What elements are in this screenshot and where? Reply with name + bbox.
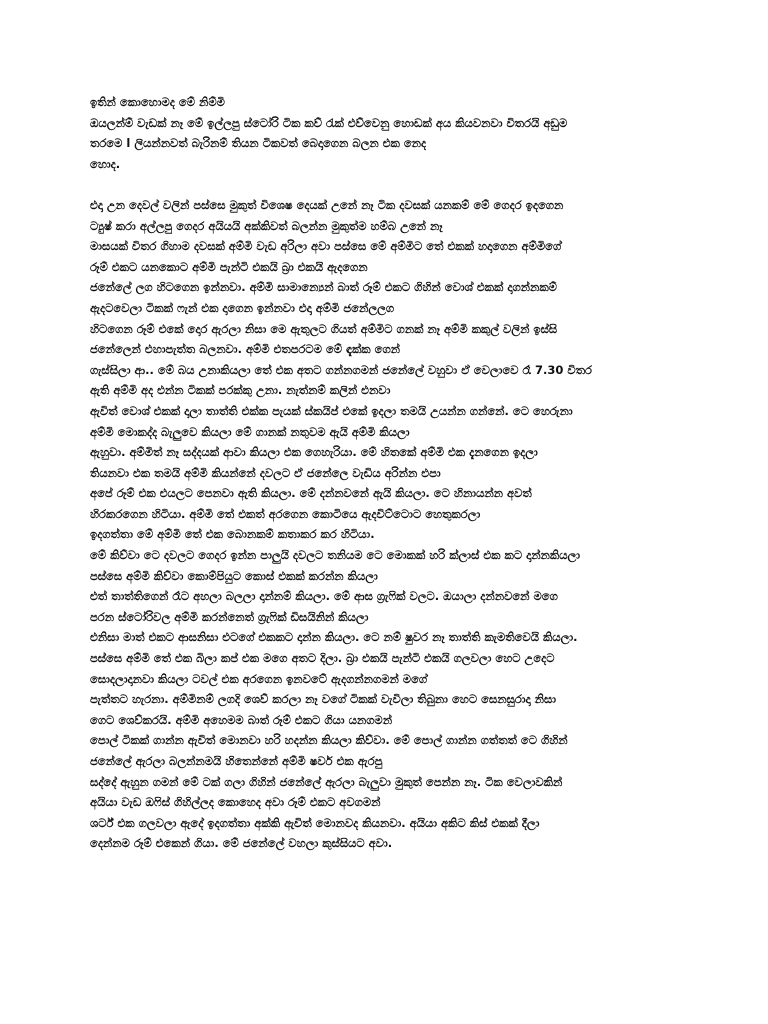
text-line: ඉදගත්තා මේ අම්මි තේ එක බොනකම් කතාකර කර හිටියා. <box>90 527 375 542</box>
text-line: දෙන්නම රූම් එකෙන් ගියා. මේ ජනේලේ වහලා කුස්සියට අවා. <box>90 836 393 851</box>
text-line: ජනේලේ ලග හිටගෙන ඉන්නවා. අම්මි සාමාන්‍යෙන් බාත් රූම් එකට ගිහින් වොශ් එකක් දාගන්නකම් <box>90 280 557 295</box>
text-line: ගෙට ශෙව්කරයි. අම්මි අහෙමම බාත් රූම් එකට ගියා යනගමන් <box>90 712 393 727</box>
text-line: හිටගෙන රූම් එකේ දොර ඇරලා නිසා මෙ ඇතුලට ගියත් අම්මිට ගනක් නෑ අම්මි කකුල් වලින් ඉස්සි <box>90 321 558 336</box>
text-line: අයියා වැඩ ඔෆිස් ගිහිල්ලද කොහෙද අවා රූම් එකට අවගමන් <box>90 795 381 810</box>
text-line: පරන ස්ටෝරිවල අම්මි කරන්නෙත් ග්‍රැෆික් ඩිසයිනින් කියලා <box>90 609 369 624</box>
text-line: මේ කිව්වා ටෙ දවලට ගෙදර ඉන්න පාලුයි දවලට තනියම ටෙ මොකක් හරි ක්ලාස් එක කට දාන්නකියලා <box>90 548 581 563</box>
text-line: සද්දේ ඇහුන ගමන් මේ ටක් ගලා ගිහින් ජනේලේ ඇරලා බැලුවා මුකුත් පෙන්න නෑ. ටික වෙලාවකින් <box>90 774 563 789</box>
text-line: පැත්තට හැරනා. අම්මිනම් ලගදි ශෙව් කරලා නෑ වගේ ටිකක් වැවිලා තිබුනා හෙට සෙනසුරාදා නිසා <box>90 692 557 707</box>
text-line: තියනවා එක තමයි අම්මි කියන්නේ දවලට ඒ ජනේලෙ වැඩිය අරින්න එපා <box>90 465 441 480</box>
text-line: ශර්ට් එක ගලවලා ඇදේ ඉදගත්තා අක්කි ඇවිත් මොනවද කියනවා. අයියා අකිට කිස් එකක් දීලා <box>90 815 540 830</box>
text-line: පස්සෙ අම්මි තේ එක බිලා කප් එක මගෙ අතට දිලා. බ්‍රා එකයි පැන්ටි එකයි ගලවලා හෙට උදෙට <box>90 651 555 666</box>
text-line: ඔයලන්ම් වැඩක් නෑ මේ ඉල්ලපු ස්ටෝරි ටික කව් රැක් එව්වෙනු හොඩක් අය කියවනවා විතරයි අඩුම <box>90 115 568 130</box>
text-line: අම්මි මොකද්ද බැලුවෙ කියලා මේ ගානක් නතුවම ඇයි අම්මි කියලා <box>90 424 410 439</box>
text-line: තරමෙ l ලියන්නවත් බැරිනම් තියන ටිකවත් බෙදාගෙන බලන එක නෙද <box>90 136 427 151</box>
text-line: ඇදටවෙලා ටිකක් ෆැන් එක දාගෙන ඉන්නවා එදා අම්මි ජනේලලග <box>90 300 395 315</box>
text-line: මාසයක් විතර ගිහාම දවසක් අම්මි වැඩ අරිලා අවා පස්සෙ මේ අම්මිට තේ එකක් හදාගෙන අම්මිගේ <box>90 239 562 254</box>
text-line: ඉතින් කොහොමද මේ නිම්මි <box>90 95 225 109</box>
text-line: සොදලාදානවා කියලා ටවල් එක අරගෙන ඉනවටේ ඇදගන්නගමන් මගේ <box>90 671 428 686</box>
text-line: එනිසා මාත් එකට ආසනිසා එටගේ එකකට දාන්න කියලා. ටෙ නම් ෂුවර නෑ තාත්ති කැමතිවෙයි කියලා. <box>90 630 578 645</box>
story-text <box>90 92 700 854</box>
text-line: හොද. <box>90 156 121 171</box>
text-line: රූම් එකට යනකොට අම්මි පැන්ටි එකයි බ්‍රා එකයි ඇදගෙන <box>90 259 368 274</box>
text-line: පොල් ටිකක් ගාන්න ඇවිත් මොනවා හරි හදන්න කියලා කිව්වා. මේ පොල් ගාන්න ගත්තත් ටෙ ගිහින් <box>90 733 568 748</box>
text-line: එදා උන දෙවල් වලින් පස්සෙ මුකුත් විශෙෂ දෙයක් උනේ නෑ ටික දවසක් යනකම් මේ ගෙදර ඉදගෙන <box>90 197 564 212</box>
text-line: එත් තාත්තිගෙන් රෑට අහලා බලලා දාන්නම් කියලා. මේ ආස ග්‍රැෆික් වලට. ඔයාලා දන්නවනේ මගෙ <box>90 589 558 604</box>
text-line: අපේ රූම් එක එයලට පෙනවා ඇති කියලා. මේ දන්නවනේ ඇයි කියලා. ටෙ හිනායන්න අවත් <box>90 486 532 501</box>
text-line: හිරකරගෙන හිටියා. අම්මි තේ එකත් අරගෙන කොටියෙ ඇදවිට්ටොට හෙතුකරලා <box>90 506 481 521</box>
paragraph-gap <box>90 174 700 195</box>
text-line: ඇති අම්මි අද එන්න ටිකක් පරක්කු උනා. නැත්නම් කලින් එනවා <box>90 383 391 398</box>
text-line: ඇවිත් වොශ් එකක් දාලා තාත්ති එක්ක පැයක් ස්කයිප් එකේ ඉදලා තමයි උයන්න ගන්නේ. ටෙ හෙරුනා <box>90 403 573 418</box>
text-line: පස්සෙ අම්මි කිව්වා කොම්පියුට කොස් එකක් කරන්න කියලා <box>90 568 378 583</box>
text-line: ගැස්සිලා ආ.. මේ බය උනාකියලා තේ එක අතට ගන්නගමන් ජනේලේ වහුවා ඒ වෙලාවෙ රෑ 7.30 විතර <box>90 362 592 377</box>
text-line: ට්‍යුෂ් කරා අල්ලපු ගෙදර අයියයි අක්කිවත් බලන්න මුකුත්ම හම්බ උනේ නෑ <box>90 218 443 233</box>
text-line: ඇහුවා. අම්මිත් නෑ සද්දයක් ආවා කියලා එක ගෙහැරියා. මේ හිතකේ අම්මි එක දැනගෙන ඉදලා <box>90 445 538 460</box>
text-line: ජනේලෙන් එහාපැත්ත බලනවා. අම්මි එතපරටම මේ ඳැක්ක ගෙන් <box>90 342 401 357</box>
text-line: ජනේලේ ඇරලා බලන්නමයි හිතෙන්නේ අම්මි ෂවර් එක ඇරපු <box>90 754 383 768</box>
